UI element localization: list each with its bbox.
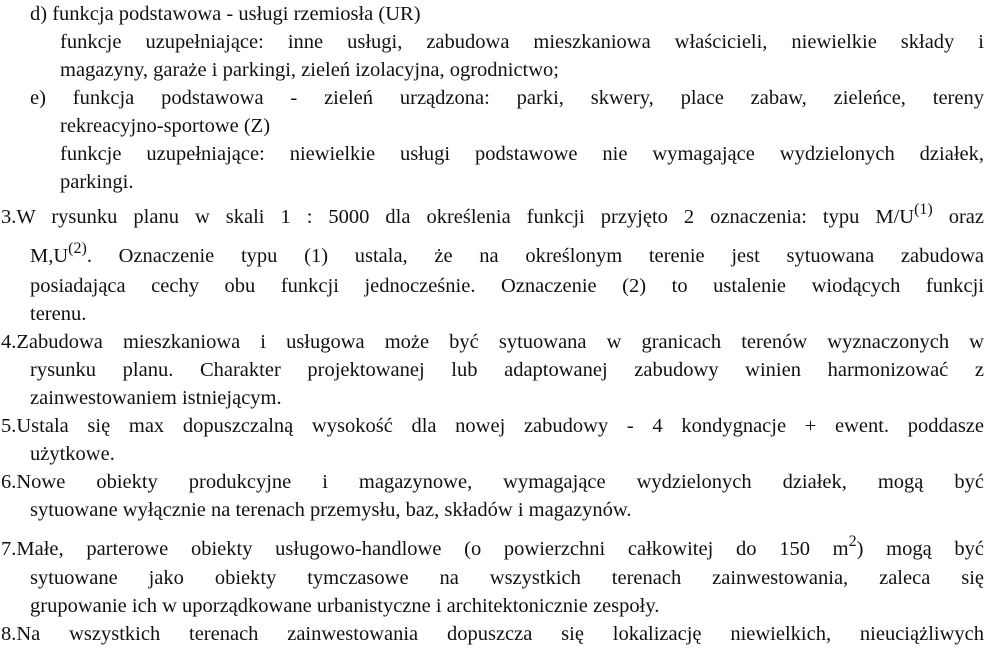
item-e-heading-line-2: rekreacyjno-sportowe (Z): [60, 115, 271, 137]
item-e-complementary-line-2: parkingi.: [60, 171, 134, 193]
paragraph-3-line-1-text: 3.W rysunku planu w skali 1 : 5000 dla określenia funkcji przyjęto 2 oznaczenia: typu M/U: [1, 206, 915, 228]
paragraph-6-line-2: sytuowane wyłącznie na terenach przemysłu, baz, składów i magazynów.: [30, 499, 632, 521]
paragraph-4-line-1: 4.Zabudowa mieszkaniowa i usługowa może być sytuowana w granicach terenów wyznaczonych w: [1, 331, 984, 353]
item-e-complementary-line-1: funkcje uzupełniające: niewielkie usługi podstawowe nie wymagające wydzielonych działek,: [60, 143, 984, 165]
paragraph-3-superscript-1: (1): [914, 201, 933, 219]
paragraph-3-line-2-head: M,U: [30, 245, 69, 267]
paragraph-5-line-2: użytkowe.: [30, 443, 115, 465]
item-d-complementary-line-1: funkcje uzupełniające: inne usługi, zabudowa mieszkaniowa właścicieli, niewielkie składy i: [60, 31, 984, 53]
paragraph-3-line-1-tail: oraz: [932, 206, 984, 228]
paragraph-4-line-2: rysunku planu. Charakter projektowanej lub adaptowanej zabudowy winien harmonizować z: [30, 359, 984, 381]
paragraph-7-line-3: grupowanie ich w uporządkowane urbanistyczne i architektonicznie zespoły.: [30, 595, 660, 617]
paragraph-7-superscript: 2: [848, 533, 857, 551]
paragraph-3-superscript-2: (2): [68, 240, 87, 258]
paragraph-7-line-1-tail: ) mogą być: [856, 538, 984, 560]
paragraph-7-line-2: sytuowane jako obiekty tymczasowe na wszystkich terenach zainwestowania, zaleca się: [30, 567, 984, 589]
paragraph-4-line-3: zainwestowaniem istniejącym.: [30, 387, 282, 409]
paragraph-8-line-1: 8.Na wszystkich terenach zainwestowania dopuszcza się lokalizację niewielkich, nieuciążliwych: [1, 623, 984, 645]
paragraph-7-line-1: [1, 533, 984, 562]
paragraph-7-line-1-text: 7.Małe, parterowe obiekty usługowo-handlowe (o powierzchni całkowitej do 150 m: [1, 538, 849, 560]
paragraph-3-line-1: [1, 201, 984, 230]
paragraph-5-line-1: 5.Ustala się max dopuszczalną wysokość dla nowej zabudowy - 4 kondygnacje + ewent. poddasze: [1, 415, 984, 437]
item-e-heading-line-1: e) funkcja podstawowa - zieleń urządzona: parki, skwery, place zabaw, zieleńce, tereny: [30, 87, 984, 109]
paragraph-3-line-3: posiadająca cechy obu funkcji jednocześnie. Oznaczenie (2) to ustalenie wiodących funkcji: [30, 275, 984, 297]
item-d-heading: d) funkcja podstawowa - usługi rzemiosła (UR): [30, 3, 421, 25]
paragraph-3-line-2-text: . Oznaczenie typu (1) ustala, że na określonym terenie jest sytuowana zabudowa: [86, 245, 984, 267]
paragraph-3-line-4: terenu.: [30, 303, 87, 325]
paragraph-3-line-2: [30, 240, 984, 269]
item-d-complementary-line-2: magazyny, garaże i parkingi, zieleń izolacyjna, ogrodnictwo;: [60, 59, 560, 81]
paragraph-6-line-1: 6.Nowe obiekty produkcyjne i magazynowe, wymagające wydzielonych działek, mogą być: [1, 471, 984, 493]
